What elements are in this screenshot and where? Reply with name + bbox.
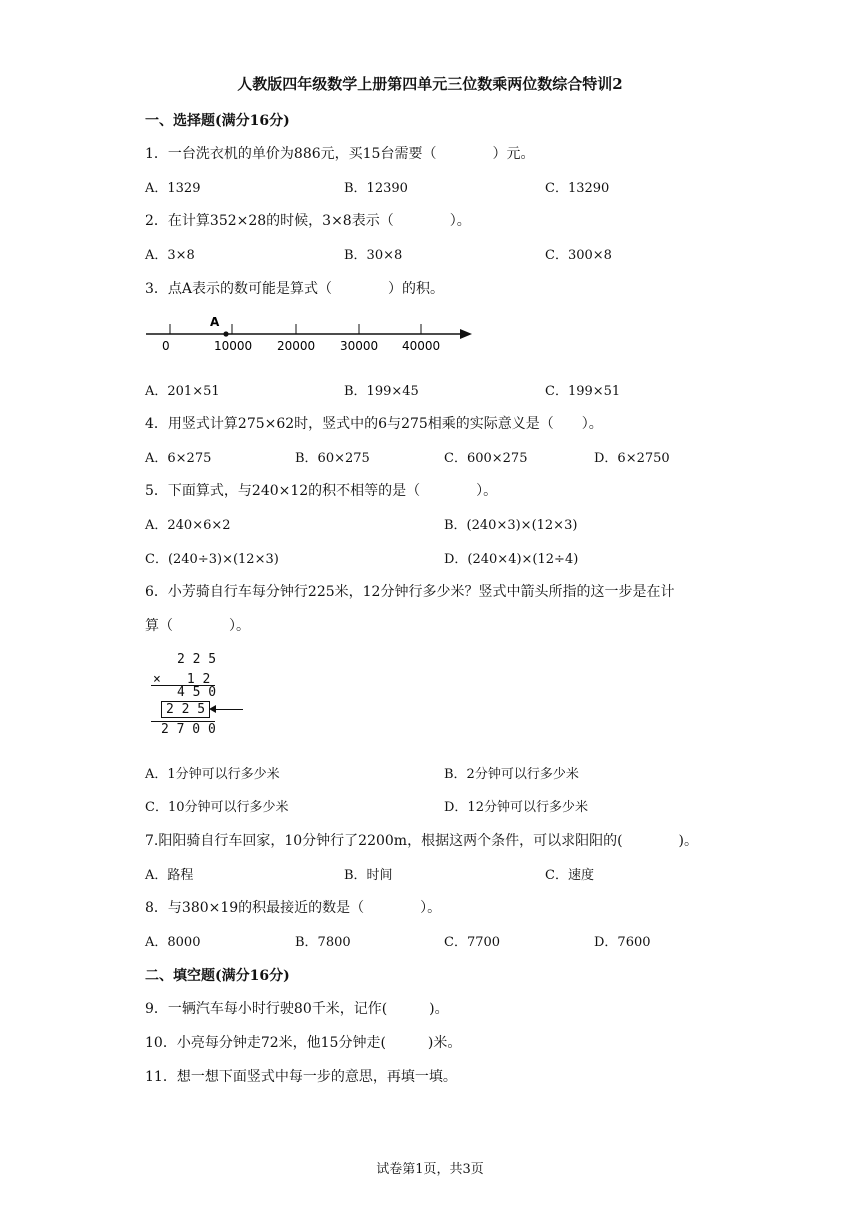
vertical-row-partial-2-boxed: 2 2 5 [161, 701, 210, 718]
q3-option-b: B．199×45 [344, 384, 419, 399]
q1-option-c: C．13290 [545, 181, 610, 196]
question-1: 1．一台洗衣机的单价为886元，买15台需要（ ）元。 [145, 146, 535, 162]
q2-option-a: A．3×8 [145, 248, 195, 263]
question-2: 2．在计算352×28的时候，3×8表示（ ）。 [145, 213, 471, 229]
vertical-multiplication [145, 650, 255, 740]
tick-label-20000: 20000 [277, 339, 316, 353]
q6-option-c: C．10分钟可以行多少米 [145, 800, 289, 815]
q1-option-a: A．1329 [145, 181, 201, 196]
q5-option-c: C．(240÷3)×(12×3) [145, 552, 279, 567]
q7-option-c: C．速度 [545, 868, 594, 883]
pointer-arrow-icon [209, 705, 216, 713]
tick-label-40000: 40000 [402, 339, 441, 353]
question-7: 7.阳阳骑自行车回家，10分钟行了2200m，根据这两个条件，可以求阳阳的( )。 [145, 833, 698, 849]
section-fill-heading: 二、填空题(满分16分) [145, 968, 290, 984]
tick-label-10000: 10000 [214, 339, 253, 353]
page-title: 人教版四年级数学上册第四单元三位数乘两位数综合特训2 [237, 75, 623, 93]
q4-option-a: A．6×275 [145, 451, 212, 466]
number-line-arrow [460, 329, 472, 339]
q8-option-a: A．8000 [145, 935, 201, 950]
question-4: 4．用竖式计算275×62时，竖式中的6与275相乘的实际意义是（ ）。 [145, 416, 603, 432]
q2-option-c: C．300×8 [545, 248, 612, 263]
q5-option-b: B．(240×3)×(12×3) [444, 518, 578, 533]
question-11: 11．想一想下面竖式中每一步的意思，再填一填。 [145, 1069, 457, 1085]
question-3: 3．点A表示的数可能是算式（ ）的积。 [145, 281, 445, 297]
question-5: 5．下面算式，与240×12的积不相等的是（ ）。 [145, 483, 498, 499]
q5-option-d: D．(240×4)×(12÷4) [444, 552, 579, 567]
q8-option-c: C．7700 [444, 935, 501, 950]
q4-option-c: C．600×275 [444, 451, 528, 466]
point-a-label: A [210, 315, 220, 329]
q7-option-b: B．时间 [344, 868, 393, 883]
q6-option-b: B．2分钟可以行多少米 [444, 767, 579, 782]
q3-option-a: A．201×51 [145, 384, 220, 399]
number-line-figure [140, 310, 480, 356]
q6-option-a: A．1分钟可以行多少米 [145, 767, 280, 782]
question-6-line-1: 6．小芳骑自行车每分钟行225米，12分钟行多少米？竖式中箭头所指的这一步是在计 [145, 584, 675, 600]
q8-option-b: B．7800 [295, 935, 351, 950]
section-choice-heading: 一、选择题(满分16分) [145, 113, 290, 129]
point-a-marker [223, 331, 228, 336]
pointer-arrow-line [213, 709, 243, 710]
question-8: 8．与380×19的积最接近的数是（ ）。 [145, 900, 442, 916]
q1-option-b: B．12390 [344, 181, 408, 196]
q6-option-d: D．12分钟可以行多少米 [444, 800, 588, 815]
page-footer: 试卷第1页，共3页 [376, 1162, 484, 1177]
q7-option-a: A．路程 [145, 868, 194, 883]
question-10: 10．小亮每分钟走72米，他15分钟走( )米。 [145, 1035, 462, 1051]
tick-label-0: 0 [162, 339, 170, 353]
vertical-row-multiplicand: 2 2 5 [177, 652, 217, 667]
q2-option-b: B．30×8 [344, 248, 403, 263]
tick-label-30000: 30000 [340, 339, 379, 353]
q4-option-b: B．60×275 [295, 451, 370, 466]
vertical-row-partial-1: 4 5 0 [177, 685, 217, 700]
question-6-line-2: 算（ ）。 [145, 618, 250, 634]
q4-option-d: D．6×2750 [594, 451, 670, 466]
vertical-row-multiplier: × 1 2 [153, 672, 211, 687]
vertical-row-product: 2 7 0 0 [161, 722, 216, 737]
q8-option-d: D．7600 [594, 935, 651, 950]
q3-option-c: C．199×51 [545, 384, 621, 399]
q5-option-a: A．240×6×2 [145, 518, 231, 533]
question-9: 9．一辆汽车每小时行驶80千米，记作( )。 [145, 1001, 449, 1017]
